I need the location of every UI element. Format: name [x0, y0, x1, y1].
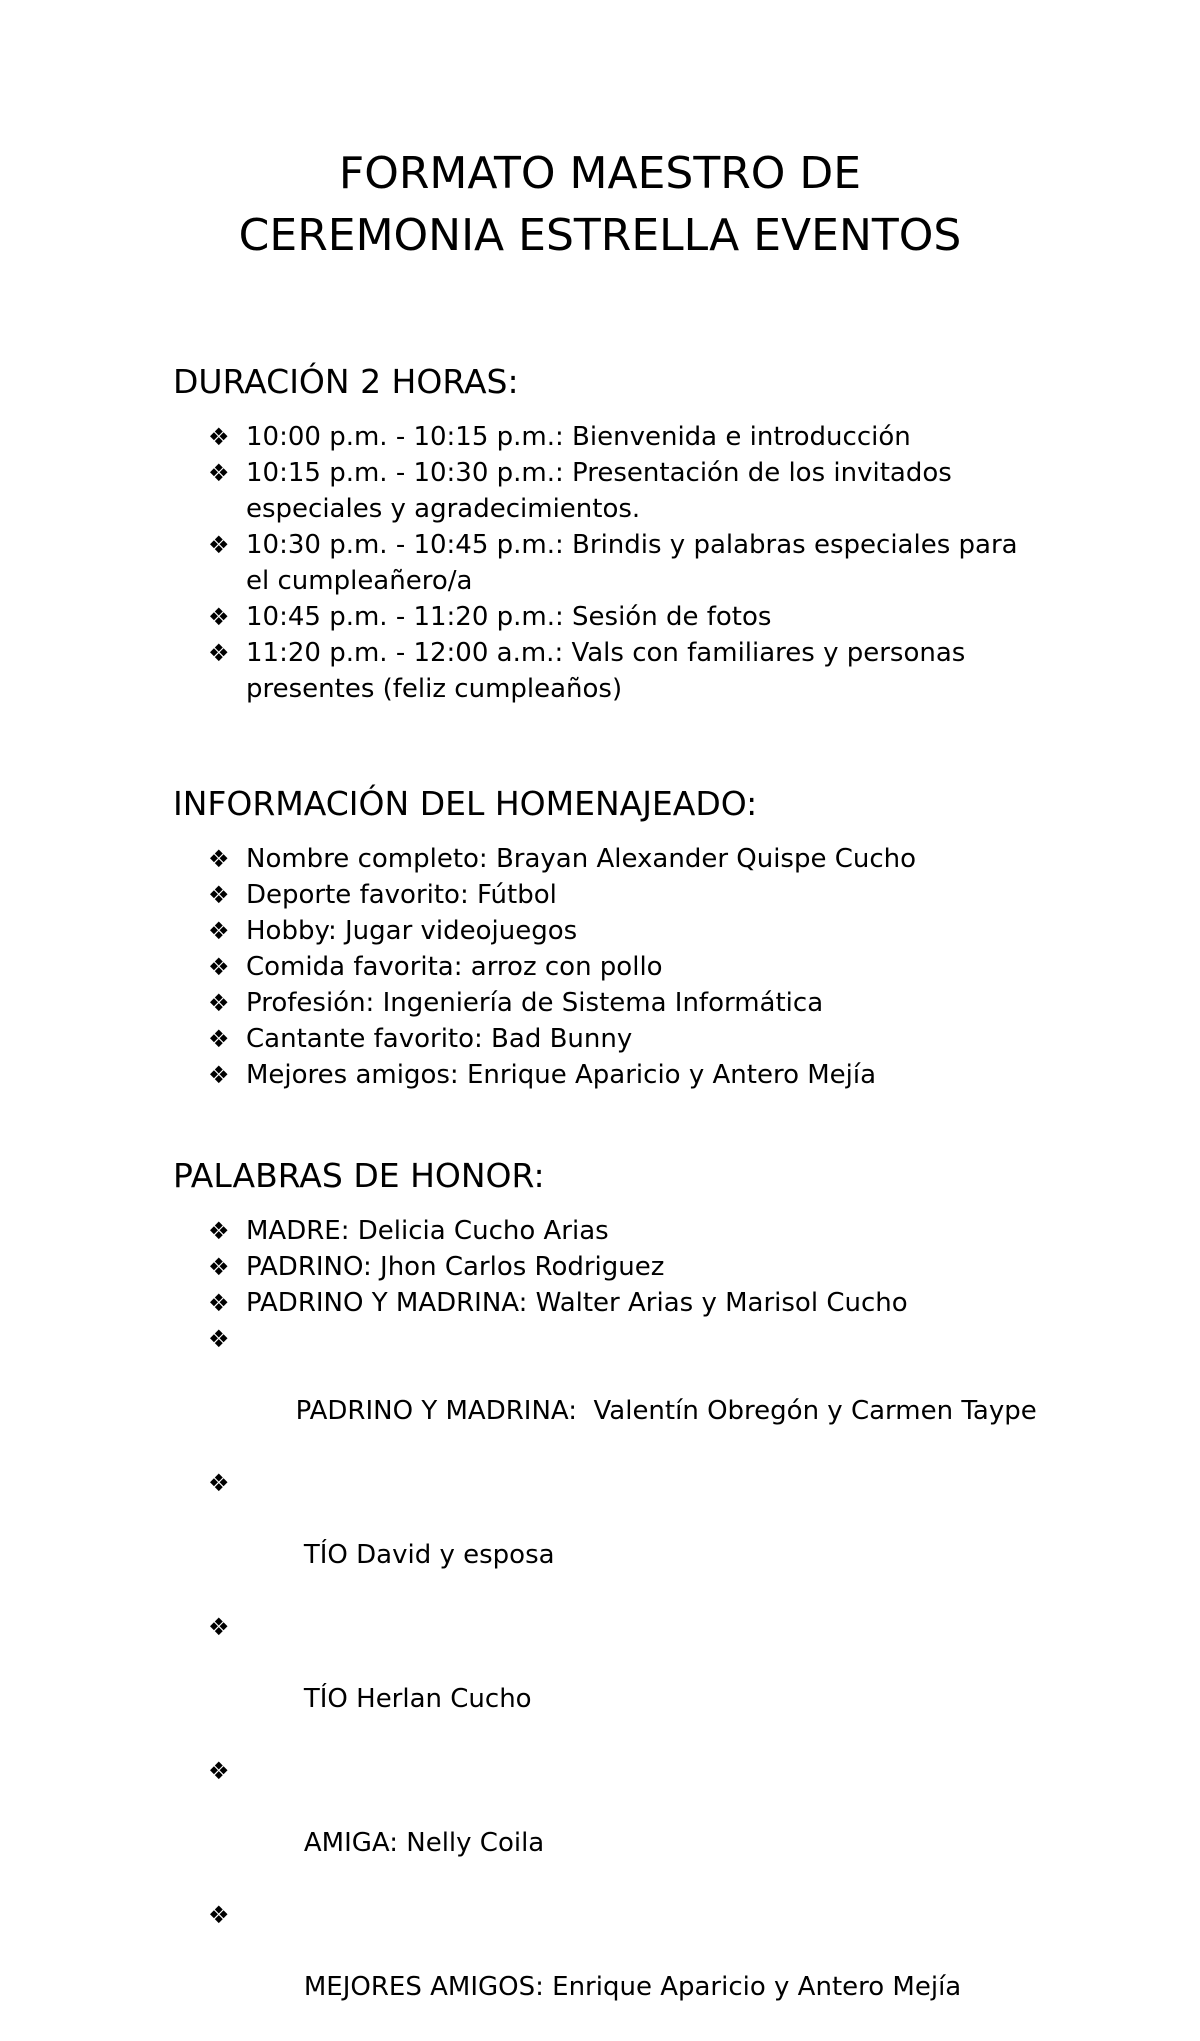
list-item — [0, 1249, 1026, 1285]
diamond-bullet-icon: ❖ — [208, 1061, 230, 1089]
list-item-text: PADRINO Y MADRINA: Walter Arias y Marisol Cucho — [246, 1288, 908, 1318]
list-item-text: Cantante favorito: Bad Bunny — [246, 1024, 633, 1054]
list-item-text: PADRINO: Jhon Carlos Rodriguez — [246, 1252, 665, 1282]
document-title-line-1: FORMATO MAESTRO DE — [338, 148, 862, 199]
list-item — [0, 1021, 1026, 1057]
list-item — [0, 985, 1026, 1021]
list-item — [0, 419, 1026, 455]
diamond-bullet-icon: ❖ — [208, 1469, 230, 1497]
list-item — [0, 913, 1026, 949]
duration-list — [0, 419, 1026, 707]
diamond-bullet-icon: ❖ — [208, 531, 230, 559]
diamond-bullet-icon: ❖ — [208, 459, 230, 487]
list-item-text: Hobby: Jugar videojuegos — [246, 916, 578, 946]
list-item-text: TÍO Herlan Cucho — [295, 1684, 532, 1714]
list-item-text: MEJORES AMIGOS: Enrique Aparicio y Antero Mejía — [295, 1972, 962, 2002]
diamond-bullet-icon: ❖ — [208, 1253, 230, 1281]
list-item — [0, 527, 1026, 599]
list-item — [0, 949, 1026, 985]
section-heading-honoree-info: INFORMACIÓN DEL HOMENAJEADO: — [173, 784, 758, 823]
list-item — [0, 1321, 1037, 1465]
list-item — [0, 1753, 1026, 1897]
list-item-text: MADRE: Delicia Cucho Arias — [246, 1216, 609, 1246]
list-item — [0, 599, 1026, 635]
honoree-info-list — [0, 841, 1026, 1093]
list-item-text: Profesión: Ingeniería de Sistema Informática — [246, 988, 824, 1018]
list-item — [0, 1057, 1026, 1093]
diamond-bullet-icon: ❖ — [208, 1217, 230, 1245]
list-item-text: AMIGA: Nelly Coila — [295, 1828, 545, 1858]
list-item-text: PADRINO Y MADRINA: Valentín Obregón y Carmen Taype — [295, 1396, 1037, 1426]
diamond-bullet-icon: ❖ — [208, 639, 230, 667]
diamond-bullet-icon: ❖ — [208, 423, 230, 451]
diamond-bullet-icon: ❖ — [208, 953, 230, 981]
words-of-honor-list — [0, 1213, 1037, 2041]
diamond-bullet-icon: ❖ — [208, 1613, 230, 1641]
diamond-bullet-icon: ❖ — [208, 881, 230, 909]
list-item-text: TÍO David y esposa — [295, 1540, 555, 1570]
list-item — [0, 877, 1026, 913]
section-heading-words-of-honor: PALABRAS DE HONOR: — [173, 1156, 545, 1195]
list-item-text: 10:30 p.m. - 10:45 p.m.: Brindis y palabras especiales para el cumpleañero/a — [246, 530, 1018, 596]
diamond-bullet-icon: ❖ — [208, 603, 230, 631]
diamond-bullet-icon: ❖ — [208, 1757, 230, 1785]
document-title-line-2: CEREMONIA ESTRELLA EVENTOS — [238, 210, 962, 261]
list-item — [0, 1285, 1026, 1321]
list-item — [0, 1465, 1026, 1609]
diamond-bullet-icon: ❖ — [208, 1289, 230, 1317]
list-item-text: 10:15 p.m. - 10:30 p.m.: Presentación de los invitados especiales y agradecimientos. — [246, 458, 952, 524]
list-item — [0, 1609, 1026, 1753]
diamond-bullet-icon: ❖ — [208, 1325, 230, 1353]
diamond-bullet-icon: ❖ — [208, 989, 230, 1017]
list-item-text: 11:20 p.m. - 12:00 a.m.: Vals con familiares y personas presentes (feliz cumpleaños) — [246, 638, 966, 704]
section-heading-duration: DURACIÓN 2 HORAS: — [173, 362, 519, 401]
diamond-bullet-icon: ❖ — [208, 1901, 230, 1929]
list-item — [0, 1897, 1026, 2041]
diamond-bullet-icon: ❖ — [208, 1025, 230, 1053]
list-item-text: Nombre completo: Brayan Alexander Quispe Cucho — [246, 844, 917, 874]
list-item-text: 10:45 p.m. - 11:20 p.m.: Sesión de fotos — [246, 602, 772, 632]
list-item-text: Mejores amigos: Enrique Aparicio y Antero Mejía — [246, 1060, 877, 1090]
list-item-text: Comida favorita: arroz con pollo — [246, 952, 663, 982]
list-item-text: Deporte favorito: Fútbol — [246, 880, 557, 910]
list-item — [0, 455, 1026, 527]
diamond-bullet-icon: ❖ — [208, 917, 230, 945]
list-item — [0, 635, 1026, 707]
diamond-bullet-icon: ❖ — [208, 845, 230, 873]
list-item — [0, 1213, 1026, 1249]
list-item — [0, 841, 1026, 877]
list-item-text: 10:00 p.m. - 10:15 p.m.: Bienvenida e introducción — [246, 422, 911, 452]
